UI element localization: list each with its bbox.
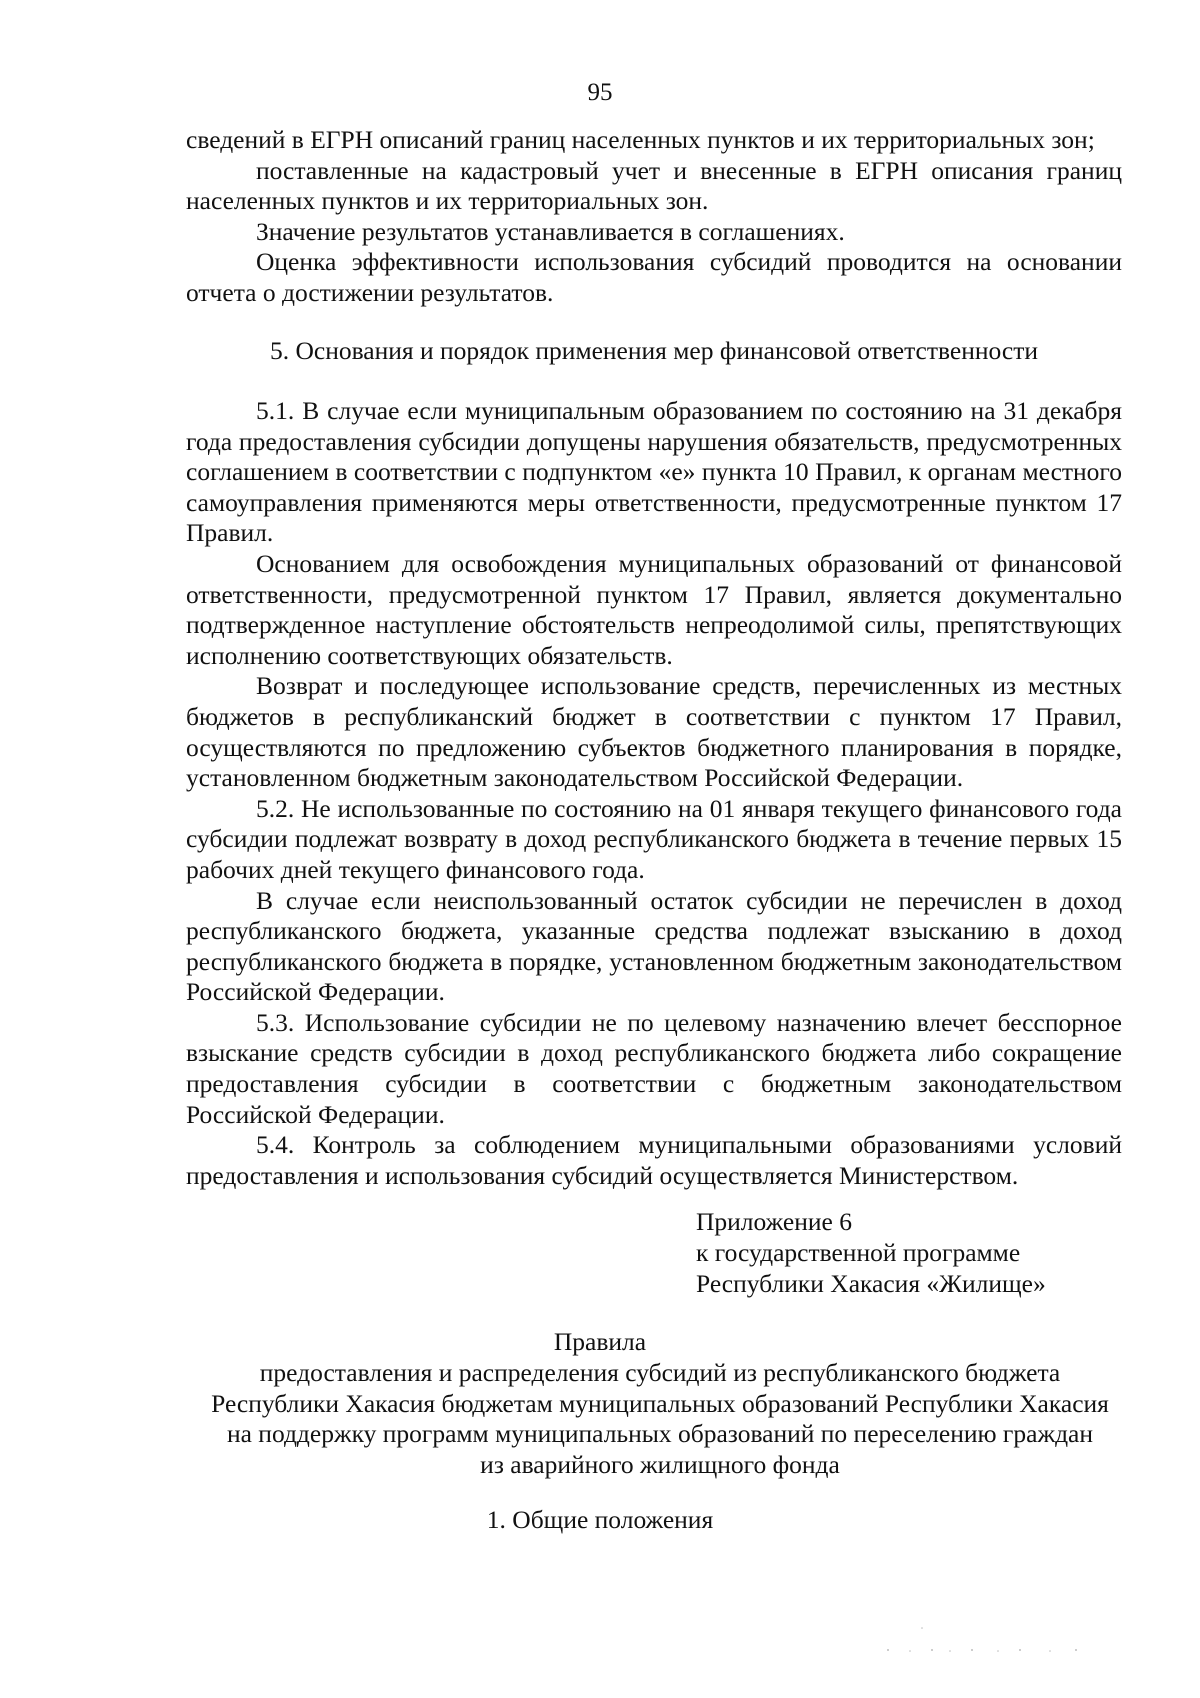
paragraph-5-4: 5.4. Контроль за соблюдением муниципальными образованиями условий предоставления и использования субсидий осуществляется Министерством. (186, 1130, 1122, 1190)
paragraph: Оценка эффективности использования субсидий проводится на основании отчета о достижении результатов. (186, 247, 1122, 307)
responsibility-paragraphs (186, 396, 1122, 1191)
section-1-heading: 1. Общие положения (486, 1505, 714, 1534)
appendix-program: к государственной программе (696, 1238, 1021, 1267)
appendix-program-name: Республики Хакасия «Жилище» (696, 1269, 1046, 1298)
rules-subtitle-line: Республики Хакасия бюджетам муниципальных образований Республики Хакасия (211, 1388, 1109, 1418)
paragraph-5-2: 5.2. Не использованные по состоянию на 01 января текущего финансового года субсидии подлежат возврату в доход республиканского бюджета в течение первых 15 рабочих дней текущего финансового года. (186, 793, 1122, 884)
paragraph: Основанием для освобождения муниципальных образований от финансовой ответственности, предусмотренной пунктом 17 Правил, является документально подтвержденное наступление обстоятельств непреодолимой силы, препятствующих исполнению соответствующих обязательств. (186, 548, 1122, 670)
rules-subtitle (160, 1358, 1160, 1480)
results-paragraphs (186, 125, 1122, 309)
paragraph: Возврат и последующее использование средств, перечисленных из местных бюджетов в республиканский бюджет в соответствии с пунктом 17 Правил, осуществляются по предложению субъектов бюджетного планирования в порядке, установленном бюджетным законодательством Российской Федерации. (186, 671, 1122, 793)
rules-subtitle-line: на поддержку программ муниципальных образований по переселению граждан (226, 1419, 1094, 1449)
paragraph: сведений в ЕГРН описаний границ населенных пунктов и их территориальных зон; (186, 125, 1095, 154)
paragraph-5-1: 5.1. В случае если муниципальным образованием по состоянию на 31 декабря года предоставления субсидии допущены нарушения обязательств, предусмотренных соглашением в соответствии с подпунктом «е» пункта 10 Правил, к органам местного самоуправления применяются меры ответственности, предусмотренные пунктом 17 Правил. (186, 396, 1122, 548)
rules-subtitle-line: предоставления и распределения субсидий из республиканского бюджета (259, 1358, 1061, 1387)
paragraph: Значение результатов устанавливается в соглашениях. (256, 216, 845, 246)
rules-subtitle-line: из аварийного жилищного фонда (480, 1449, 840, 1479)
paragraph: поставленные на кадастровый учет и внесенные в ЕГРН описания границ населенных пунктов и их территориальных зон. (186, 155, 1122, 216)
section-5-heading: 5. Основания и порядок применения мер финансовой ответственности (269, 336, 1039, 365)
page-number: 95 (587, 79, 613, 106)
paragraph: В случае если неиспользованный остаток субсидии не перечислен в доход республиканского бюджета, указанные средства подлежат взысканию в доход республиканского бюджета в порядке, установленном бюджетным законодательством Российской Федерации. (186, 885, 1122, 1007)
appendix-header (696, 1206, 1136, 1299)
scan-noise (880, 1620, 1100, 1660)
appendix-number: Приложение 6 (696, 1207, 852, 1236)
rules-title: Правила (553, 1327, 647, 1356)
paragraph-5-3: 5.3. Использование субсидии не по целевому назначению влечет бесспорное взыскание средств субсидии в доход республиканского бюджета либо сокращение предоставления субсидии в соответствии с бюджетным законодательством Российской Федерации. (186, 1007, 1122, 1129)
